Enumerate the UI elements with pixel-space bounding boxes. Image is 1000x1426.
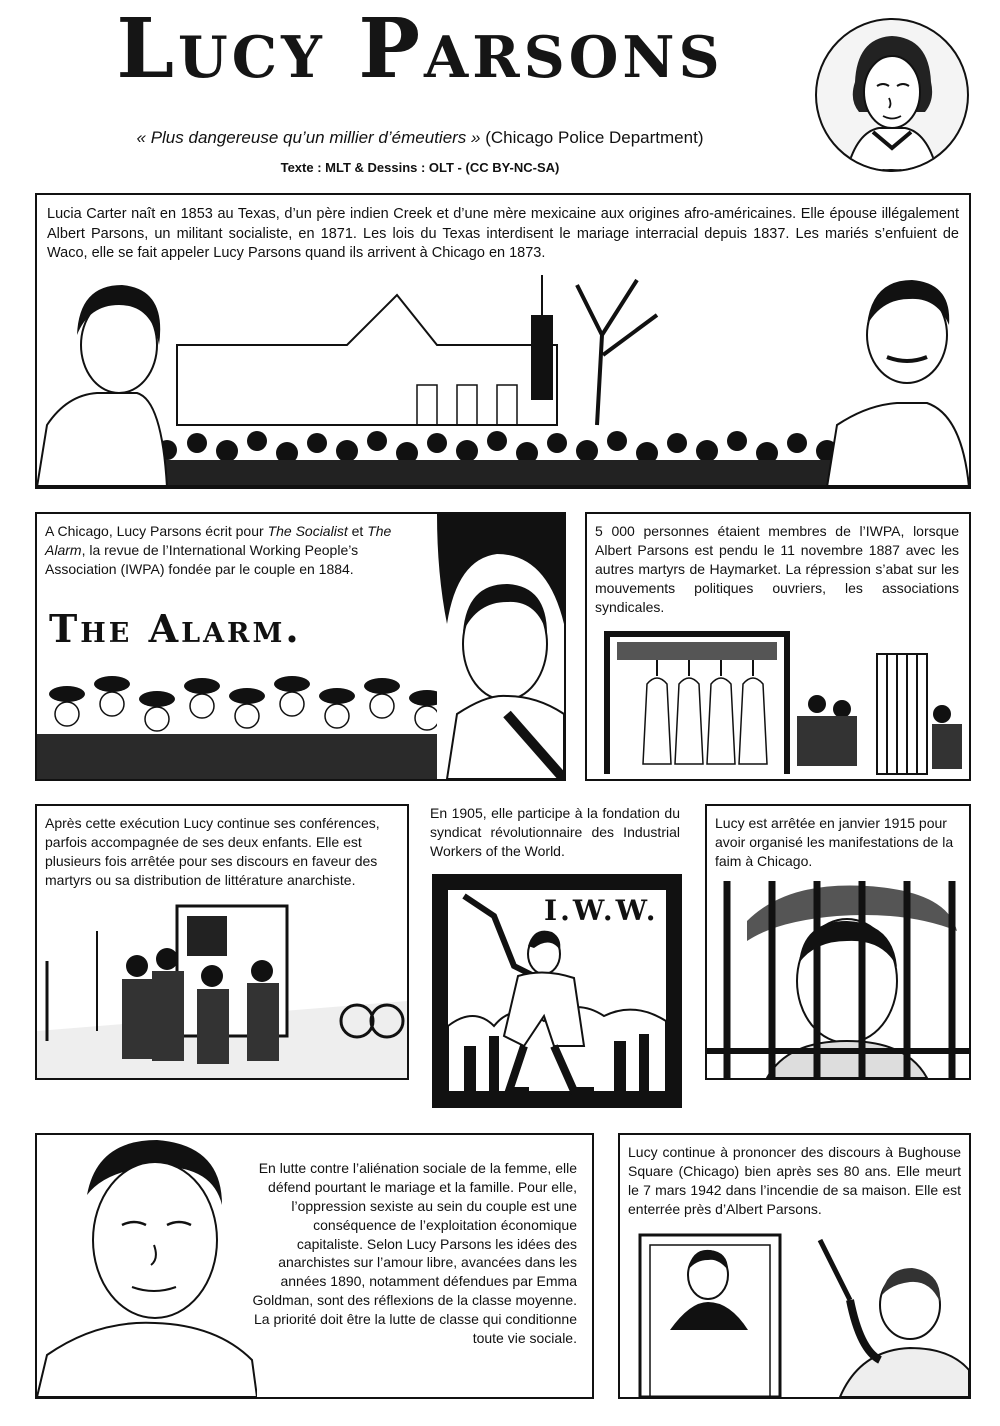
panel-2-text-a: A Chicago, Lucy Parsons écrit pour [45,523,268,539]
alarm-masthead: The Alarm. [49,606,302,651]
lucy-hat-portrait [437,514,564,779]
panel-1 [35,193,971,489]
publication-the-socialist: The Socialist [267,523,348,539]
gallows-illustration [587,624,969,779]
speech-illustration [620,1230,969,1397]
panel-5 [432,874,682,1108]
panel-4 [35,804,409,1080]
panel-3-caption: 5 000 personnes étaient membres de l’IWPA, lorsque Albert Parsons est pendu le 11 novembre 1887 avec les autres martyrs de Haymarket. La répression s’abat sur les mouvements politiques ouvriers, les associations syndicales. [595,523,959,615]
publication-the-alarm: The Alarm [45,523,392,558]
panel-5-caption: En 1905, elle participe à la fondation du syndicat révolutionnaire des Industrial Workers of the World. [430,805,680,859]
panel-2-text-c: , la revue de l’International Working People’s Association (IWPA) fondée par le couple en 1884. [45,541,359,577]
portrait-medallion-icon [815,18,969,172]
panel-1-caption: Lucia Carter naît en 1853 au Texas, d’un père indien Creek et d’une mère mexicaine aux origines afro-américaines. Elle épouse illégalement Albert Parsons, un militant socialiste, en 1871. Les lois du Texas interdisent le mariage interracial depuis 1837. Les mariés s’enfuient de Waco, elle se fait appeler Lucy Parsons quand ils arrivent à Chicago en 1873. [47,206,959,262]
quote-source: (Chicago Police Department) [485,128,704,147]
lucy-elder-portrait [37,1135,257,1397]
quote-text: « Plus dangereuse qu’un millier d’émeutiers » [136,128,481,147]
page-subtitle [60,128,780,148]
prison-bars-illustration [707,881,969,1078]
panel-3 [585,512,971,781]
panel-8-caption: Lucy continue à prononcer des discours à Bughouse Square (Chicago) bien après ses 80 ans. Elle meurt le 7 mars 1942 dans l’incendie de sa maison. Elle est enterrée près d’Albert Parsons. [628,1144,961,1217]
iww-sign-text: I.W.W. [544,894,659,927]
page-title: Lucy Parsons [116,1,724,97]
panel-7 [35,1133,594,1399]
panel-8 [618,1133,971,1399]
hanging-scene-illustration [37,275,969,487]
arrest-street-illustration [37,901,407,1078]
panel-6 [705,804,971,1080]
panel-2 [35,512,566,781]
panel-2-text-b: et [347,523,368,539]
panel-6-caption: Lucy est arrêtée en janvier 1915 pour avoir organisé les manifestations de la faim à Chicago. [715,815,954,869]
panel-2-caption [45,522,430,579]
panel-4-caption: Après cette exécution Lucy continue ses conférences, parfois accompagnée de ses deux enfants. Elle est plusieurs fois arrêtée pour ses discours en faveur des martyrs ou sa distribution de littérature anarchiste. [45,815,380,888]
credits: Texte : MLT & Dessins : OLT - (CC BY-NC-SA) [280,160,560,175]
panel-7-caption: En lutte contre l’aliénation sociale de la femme, elle défend pourtant le mariage et la famille. Pour elle, l’oppression sexiste au sein du couple est une conséquence de l’exploitation économique capitaliste. Selon Lucy Parsons les idées des anarchistes sur l’amour libre, avancées dans les années 1890, notamment défendues par Emma Goldman, sont des réflexions de la classe moyenne. La priorité doit être la lutte de classe qui conditionne toute vie sociale. [252,1160,577,1347]
